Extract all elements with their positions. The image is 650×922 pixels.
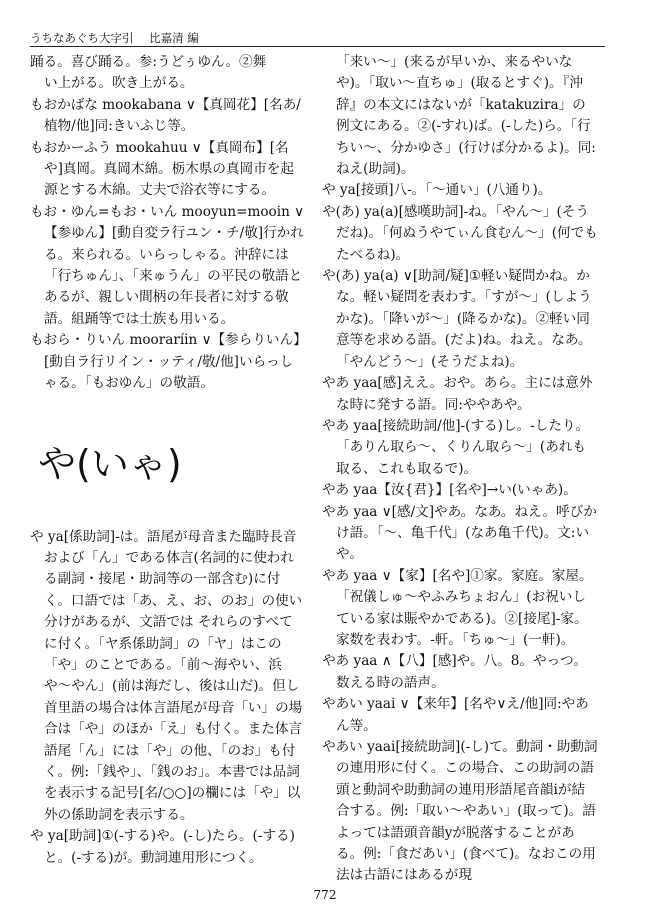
book-author: 比嘉清 編 (149, 31, 199, 45)
dictionary-entry: やあ yaa【汝{君}】[名や]→い(いゃあ)。 (322, 482, 577, 499)
dictionary-entry: やあい yaai[接続助詞](-し)て。動詞・助動詞の連用形に付く。この場合、この助詞の語頭と動詞や助動詞の連用形語尾音韻iが結合する。例:「取い〜やあい」(取って)。語よっては語頭音韻yが脱落することがある。例:「食だあい」(食べて)。なおこの用法は古語にはあるが現 (322, 739, 598, 884)
dictionary-entry: や ya[助詞]①(-する)や。(-し)たら。(-する)と。(-する)が。動詞連用形につく。 (30, 828, 295, 866)
continued-line: 踊る。喜び踊る。参:うどぅゆん。②舞 (30, 54, 267, 70)
dictionary-entry: やあ yaa[接続助詞/他]-(する)し。-したり。「ありん取ら〜、くりん取ら〜」(あれも取る、これも取るで)。 (322, 417, 590, 477)
dictionary-entry: や ya[係助詞]-は。語尾が母音また臨時長音および「ん」である体言(名詞的に使われる副詞・接尾・助詞等の一部含む)に付く。口語では「あ、え、お、のお」の使い分けがあるが、文語では それらのすべてに付く。「ヤ系係助詞」の「ヤ」はこの「や」のことである。「前〜海やい、浜や〜やん」(前は海だし、後は山だ)。但し首里語の場合は体言語尾が母音「い」の場合は「や」のほか「え」も付く。また体言語尾「ん」には「や」の他、「のお」も付く。例:「銭や」、「銭のお」。本書では品詞を表示する記号[名/○○]の欄には「や」以外の係助詞を表示する。 (30, 528, 303, 823)
page-number: 772 (313, 888, 337, 902)
running-header (30, 30, 605, 47)
dictionary-entry: もおら・りいん mooraríin ∨【参らりいん】[動自ラ行リイン・ッティ/敬/他]いらっしゃる。「もおゆん」の敬語。 (30, 332, 300, 392)
dictionary-entry: や ya[接頭]八-。「〜通い」(八通り)。 (322, 182, 552, 199)
dictionary-entry: もおかーふう mookahuu ∨【真岡布】[名や]真岡。真岡木綿。栃木県の真岡市を起源とする木綿。丈夫で浴衣等にする。 (30, 139, 294, 199)
dictionary-entry: や(あ) ya(a)[感嘆助詞]-ね。「やん〜」(そうだね)。「何ぬうやてぃん食むん〜」(何でもたべるね)。 (322, 203, 598, 263)
continued-entry: 「来い〜」(来るが早いか、来るやいなや)。「取い〜直ちゅ」(取るとすぐ)。『沖辞』の本文にはないが「katakuzira」の例文にある。②(-すれ)ば。(-した)ら。「行ちい〜、分かゆさ」(行けば分かるよ)。同:ねえ(助詞)。 (336, 54, 596, 178)
dictionary-entry: もおかばな mookabana ∨【真岡花】[名あ/植物/他]同:きいふじ等。 (30, 96, 301, 135)
left-column (30, 52, 306, 869)
dictionary-entry: やあ yaa[感]ええ。おや。あら。主には意外な時に発する語。同:ややあや。 (322, 375, 593, 413)
dictionary-entry: やあ yaa ∨【家】[名や]①家。家庭。家屋。「祝儀しゅ〜やふみちょおん」(お祝いしている家は賑やかである)。②[接尾]-家。家数を表わす。-軒。「ちゅ〜」(一軒)。 (322, 567, 593, 648)
continued-line: い上がる。吹き上がる。 (44, 75, 194, 92)
section-heading: や(いゃ) (38, 441, 182, 486)
dictionary-entry: やあい yaai ∨【来年】[名や∨え/他]同:やあん等。 (322, 696, 589, 734)
right-column (322, 52, 598, 887)
dictionary-entry: やあ yaa ∨[感/文]やあ。なあ。ねえ。呼びかけ語。「〜、亀千代」(なあ亀千代)。文:いや。 (322, 503, 597, 563)
book-title: うちなあぐち大字引 (30, 31, 134, 45)
dictionary-entry: やあ yaa ∧【八】[感]や。八。8。やっつ。数える時の語声。 (322, 653, 587, 691)
dictionary-entry: や(あ) ya(a) ∨[助詞/疑]①軽い疑問かね。かな。軽い疑問を表わす。「すが〜」(しようかな)。「降いが〜」(降るかな)。②軽い同意等を求める語。(だよ)ね。ねえ。なあ。「やんどう〜」(そうだよね)。 (322, 268, 592, 370)
dictionary-entry: もお・ゆん=もお・いん mooyun=mooin ∨【参ゆん】[動自変ラ行ユン・チ/敬]行かれる。来られる。いらっしゃる。沖辞には「行ちゅん」、「来ゅうん」の平民の敬語とあるが、親しい間柄の年長者に対する敬語。組踊等では士族も用いる。 (30, 203, 305, 327)
